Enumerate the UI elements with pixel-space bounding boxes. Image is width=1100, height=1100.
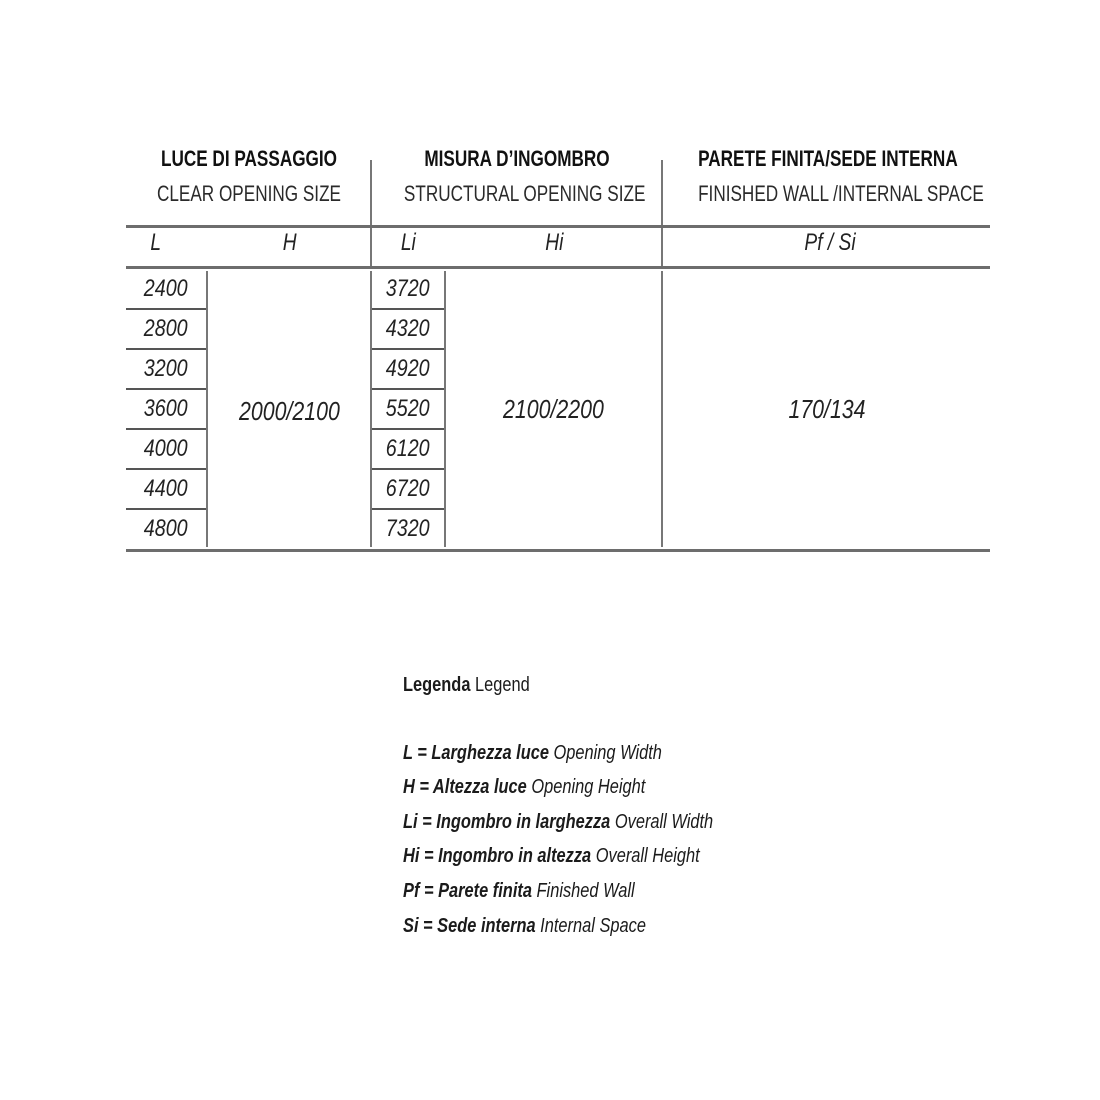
L-cell: 4000	[144, 435, 188, 462]
legend-item-translation: Finished Wall	[536, 879, 635, 902]
legend-title-it: Legenda	[403, 674, 471, 696]
header-clear-opening	[126, 146, 372, 207]
header-clear-opening-en: CLEAR OPENING SIZE	[156, 181, 342, 206]
row-divider	[372, 388, 444, 390]
L-cell: 4800	[144, 515, 188, 542]
subheader-divider	[661, 228, 663, 266]
legend-item-translation: Overall Width	[614, 810, 714, 833]
row-divider	[126, 308, 206, 310]
row-divider	[126, 508, 206, 510]
header-divider	[661, 160, 663, 226]
row-divider	[372, 428, 444, 430]
subheader-Li: Li	[400, 229, 416, 256]
Li-cell: 4320	[386, 315, 430, 342]
row-divider	[126, 388, 206, 390]
subheader-Hi: Hi	[544, 229, 564, 256]
header-structural-opening-it: MISURA D’INGOMBRO	[424, 146, 610, 171]
Hi-value: 2100/2200	[503, 394, 604, 424]
header-structural-opening-en: STRUCTURAL OPENING SIZE	[403, 181, 646, 206]
L-cell: 3200	[144, 355, 188, 382]
legend-item	[403, 805, 713, 840]
legend-item	[403, 770, 713, 805]
subheader-rule	[126, 266, 990, 269]
legend-item	[403, 874, 713, 909]
header-clear-opening-it: LUCE DI PASSAGGIO	[160, 146, 338, 171]
legend-title	[403, 668, 713, 703]
subheader-L: L	[150, 229, 162, 256]
row-divider	[372, 468, 444, 470]
legend-item	[403, 736, 713, 771]
legend-item-term: Li = Ingombro in larghezza	[403, 810, 611, 833]
Li-cell: 6120	[386, 435, 430, 462]
legend-item-translation: Overall Height	[595, 845, 700, 868]
legend-title-en: Legend	[475, 674, 530, 696]
Li-cell: 6720	[386, 475, 430, 502]
legend-item	[403, 909, 713, 944]
legend-item-translation: Opening Width	[553, 741, 662, 764]
Li-cell: 7320	[386, 515, 430, 542]
header-structural-opening	[372, 146, 662, 207]
row-divider	[126, 468, 206, 470]
L-cell: 2800	[144, 315, 188, 342]
legend-item-translation: Opening Height	[531, 776, 646, 799]
row-divider	[126, 428, 206, 430]
subheader-divider	[370, 228, 372, 266]
Li-cell: 4920	[386, 355, 430, 382]
Li-cell: 5520	[386, 395, 430, 422]
legend-item-translation: Internal Space	[540, 914, 646, 937]
row-divider	[372, 348, 444, 350]
Li-cell: 3720	[386, 275, 430, 302]
header-finished-wall-it: PARETE FINITA/SEDE INTERNA	[698, 146, 958, 171]
legend	[403, 668, 781, 943]
L-cell: 2400	[144, 275, 188, 302]
header-rule	[126, 225, 990, 228]
header-finished-wall-en: FINISHED WALL /INTERNAL SPACE	[698, 181, 984, 206]
subheader-H: H	[283, 229, 297, 256]
legend-item-term: H = Altezza luce	[403, 776, 527, 799]
table-bottom-rule	[126, 549, 990, 552]
subheader-Pf-Si: Pf / Si	[804, 229, 856, 256]
row-divider	[372, 308, 444, 310]
H-value: 2000/2100	[238, 396, 340, 426]
legend-item	[403, 839, 713, 874]
legend-item-term: Si = Sede interna	[403, 914, 536, 937]
legend-item-term: Hi = Ingombro in altezza	[403, 845, 592, 868]
row-divider	[372, 508, 444, 510]
row-divider	[126, 348, 206, 350]
header-finished-wall	[662, 146, 990, 207]
Pf-Si-value: 170/134	[787, 394, 866, 424]
legend-item-term: L = Larghezza luce	[403, 741, 549, 764]
L-cell: 3600	[144, 395, 188, 422]
header-divider	[370, 160, 372, 226]
legend-item-term: Pf = Parete finita	[403, 879, 532, 902]
L-cell: 4400	[144, 475, 188, 502]
